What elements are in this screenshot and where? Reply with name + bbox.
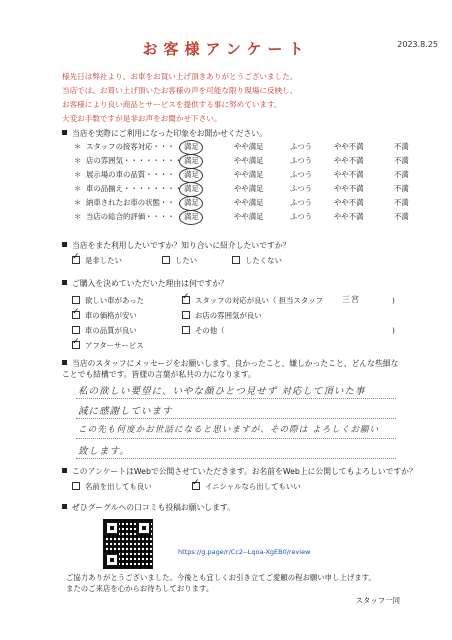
intro-line: お客様により良い商品とサービスを提供する事に努めています。 [62, 100, 282, 109]
rating-row [74, 154, 444, 168]
square-bullet-icon [62, 468, 67, 473]
qr-code-icon[interactable] [103, 519, 153, 569]
writing-line [76, 398, 396, 399]
checkbox-icon[interactable] [72, 296, 80, 304]
q5-question: このアンケートはWebで公開させていただきます。お名前をWeb上に公開してもよろしいですか？ [72, 467, 417, 476]
checkbox-label: したい [175, 256, 198, 265]
q2-question: 当店をまた利用したいですか？知り合いに紹介したいですか？ [72, 241, 291, 250]
checkbox-label: 車の価格が安い [85, 311, 137, 320]
qr-finder-pattern [105, 521, 119, 535]
q3-option[interactable] [72, 324, 137, 337]
q1-question: 当店を実際にご利用になった印象をお聞かせください。 [72, 129, 267, 138]
rating-label: スタッフの接客対応・・・ [86, 142, 175, 151]
option-somewhat-satisfied[interactable]: やや満足 [234, 212, 264, 221]
q6-heading [62, 502, 235, 513]
survey-date: 2023.8.25 [397, 40, 438, 49]
square-bullet-icon [62, 242, 67, 247]
rating-row [74, 182, 444, 196]
q3-question: ご購入を決めていただいた理由は何ですか？ [72, 279, 228, 288]
q3-option[interactable] [72, 294, 144, 307]
checkbox-icon[interactable] [72, 482, 80, 490]
option-somewhat-dissatisfied[interactable]: やや不満 [334, 212, 364, 221]
option-neutral[interactable]: ふつう [290, 142, 313, 151]
q6-question: ぜひグーグルへの口コミも投稿お願いします。 [72, 503, 235, 512]
checkbox-label: イニシャルなら出してもいい [205, 482, 301, 491]
q3-heading [62, 278, 228, 289]
paren-close: ) [392, 326, 395, 335]
checkbox-checked-icon[interactable] [192, 482, 200, 490]
survey-title: お客様アンケート [142, 40, 310, 58]
checkbox-label: お店の雰囲気が良い [195, 311, 262, 320]
checkbox-icon[interactable] [182, 326, 190, 334]
intro-text [62, 70, 297, 126]
option-somewhat-dissatisfied[interactable]: やや不満 [334, 170, 364, 179]
intro-line: 当店では、お買い上げ頂いたお客様の声を可能な限り現場に反映し、 [62, 86, 298, 95]
star-bullet: ＊ [74, 142, 82, 151]
q3-option[interactable] [182, 309, 262, 322]
option-neutral[interactable]: ふつう [290, 156, 313, 165]
option-somewhat-satisfied[interactable]: やや満足 [234, 184, 264, 193]
rating-row [74, 196, 444, 210]
paren-close: ) [392, 296, 395, 305]
q2-option[interactable] [162, 254, 197, 267]
checkbox-label: 欲しい車があった [85, 296, 145, 305]
option-neutral[interactable]: ふつう [290, 184, 313, 193]
rating-row [74, 140, 444, 154]
q5-option[interactable] [72, 480, 152, 493]
q4-question-cont: ことでも結構です。皆様の言葉が私共の力になります。 [62, 370, 256, 379]
checkbox-checked-icon[interactable] [72, 256, 80, 264]
footer-signature: スタッフ一同 [355, 596, 400, 605]
qr-finder-pattern [105, 553, 119, 567]
review-url-link[interactable]: https://g.page/r/Cc2--Lqoa-XgEB0/review [178, 548, 311, 556]
option-satisfied[interactable]: 満足 [184, 198, 199, 207]
staff-name: 三宮 [342, 295, 360, 304]
option-satisfied[interactable]: 満足 [184, 170, 199, 179]
handwritten-line: 減に感謝しています [78, 406, 173, 417]
option-neutral[interactable]: ふつう [290, 212, 313, 221]
handwritten-line: この先も何度かお世話になると思いますが、その際は よろしくお願い [78, 425, 380, 435]
checkbox-label: 車の品質が良い [85, 326, 137, 335]
q3-option[interactable] [182, 294, 323, 307]
square-bullet-icon [62, 280, 67, 285]
writing-line [76, 438, 396, 439]
writing-line [76, 458, 396, 459]
option-satisfied[interactable]: 満足 [184, 142, 199, 151]
footer-line: ご協力ありがとうございました。今後とも宜しくお引き立てご愛顧の程お願い申し上げます。 [66, 573, 376, 582]
rating-row [74, 168, 444, 182]
checkbox-label: 是非したい [85, 256, 122, 265]
intro-line: 様先日は弊社より、お車をお買い上げ頂きありがとうございました。 [62, 72, 298, 81]
footer-message [66, 572, 376, 594]
q3-option[interactable] [182, 324, 225, 337]
selection-circle-mark [179, 140, 203, 155]
option-dissatisfied[interactable]: 不満 [394, 170, 409, 179]
selection-circle-mark [179, 210, 203, 225]
q2-option[interactable] [232, 254, 282, 267]
option-neutral[interactable]: ふつう [290, 170, 313, 179]
rating-label: 車の品揃え・・・・・・・・ [86, 184, 183, 193]
q3-option[interactable] [72, 309, 137, 322]
checkbox-label: アフターサービス [85, 341, 144, 350]
selection-circle-mark [179, 182, 203, 197]
checkbox-checked-icon[interactable] [72, 311, 80, 319]
selection-circle-mark [179, 196, 203, 211]
option-satisfied[interactable]: 満足 [184, 212, 199, 221]
q3-option[interactable] [72, 339, 144, 352]
rating-label: 当店の総合的評価・・・・ [86, 212, 175, 221]
checkbox-label: 名前を出しても良い [85, 482, 152, 491]
square-bullet-icon [62, 130, 67, 135]
rating-row [74, 210, 444, 224]
selection-circle-mark [179, 154, 203, 169]
option-somewhat-dissatisfied[interactable]: やや不満 [334, 156, 364, 165]
q2-heading [62, 240, 290, 251]
checkbox-icon[interactable] [182, 311, 190, 319]
checkbox-label: したくない [245, 256, 282, 265]
option-neutral[interactable]: ふつう [290, 198, 313, 207]
star-bullet: ＊ [74, 156, 82, 165]
option-somewhat-satisfied[interactable]: やや満足 [234, 156, 264, 165]
option-somewhat-dissatisfied[interactable]: やや不満 [334, 142, 364, 151]
q1-heading [62, 128, 267, 139]
q5-option[interactable] [192, 480, 301, 493]
handwritten-line: 致します。 [78, 446, 130, 457]
checkbox-icon[interactable] [232, 256, 240, 264]
option-dissatisfied[interactable]: 不満 [394, 142, 409, 151]
q5-heading [62, 466, 417, 477]
star-bullet: ＊ [74, 184, 82, 193]
option-dissatisfied[interactable]: 不満 [394, 156, 409, 165]
q4-heading [62, 358, 442, 380]
rating-label: 納車されたお車の状態・・ [86, 198, 175, 207]
footer-line: またのご来店を心からお待ちしております。 [66, 584, 214, 593]
qr-finder-pattern [137, 521, 151, 535]
option-dissatisfied[interactable]: 不満 [394, 212, 409, 221]
option-dissatisfied[interactable]: 不満 [394, 184, 409, 193]
q4-question: 当店のスタッフにメッセージをお願いします。良かったこと、嫌しかったこと、どんな些細な [72, 359, 399, 368]
checkbox-icon[interactable] [162, 256, 170, 264]
option-somewhat-satisfied[interactable]: やや満足 [234, 198, 264, 207]
selection-circle-mark [179, 168, 203, 183]
option-somewhat-dissatisfied[interactable]: やや不満 [334, 184, 364, 193]
handwritten-line: 私の欲しい要望に、いやな顔ひとつ見せず 対応して頂いた事 [78, 386, 366, 397]
checkbox-label: その他（ [195, 326, 225, 335]
rating-label: 展示場の車の品質・・・・ [86, 170, 175, 179]
checkbox-checked-icon[interactable] [182, 296, 190, 304]
option-somewhat-dissatisfied[interactable]: やや不満 [334, 198, 364, 207]
checkbox-checked-icon[interactable] [72, 341, 80, 349]
option-dissatisfied[interactable]: 不満 [394, 198, 409, 207]
square-bullet-icon [62, 360, 67, 365]
square-bullet-icon [62, 504, 67, 509]
option-somewhat-satisfied[interactable]: やや満足 [234, 142, 264, 151]
checkbox-icon[interactable] [72, 326, 80, 334]
option-somewhat-satisfied[interactable]: やや満足 [234, 170, 264, 179]
star-bullet: ＊ [74, 198, 82, 207]
option-satisfied[interactable]: 満足 [184, 156, 199, 165]
q2-option[interactable] [72, 254, 122, 267]
star-bullet: ＊ [74, 170, 82, 179]
option-satisfied[interactable]: 満足 [184, 184, 199, 193]
checkbox-label: スタッフの対応が良い（ 担当スタッフ [195, 296, 323, 305]
rating-label: 店の雰囲気・・・・・・・・ [86, 156, 183, 165]
intro-line: 大変お手数ですが是非お声をお聞かせ下さい。 [62, 114, 222, 123]
star-bullet: ＊ [74, 212, 82, 221]
writing-line [76, 418, 396, 419]
